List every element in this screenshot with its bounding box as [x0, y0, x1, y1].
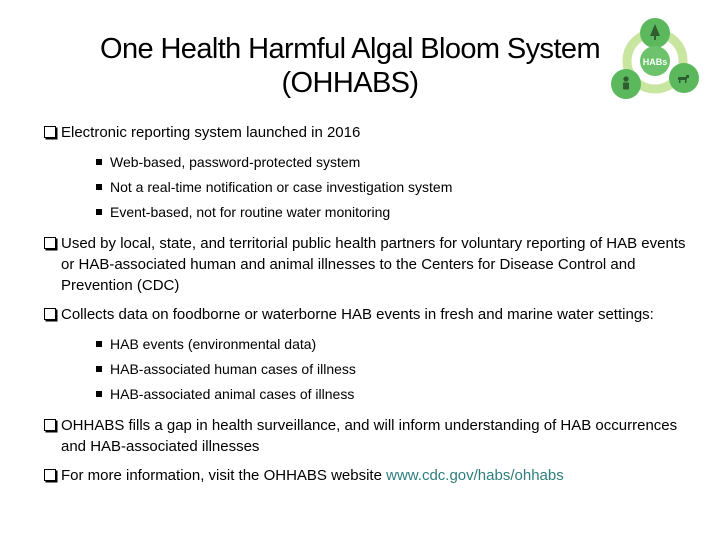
checkbox-bullet-icon [44, 126, 56, 138]
bullet-list [44, 122, 694, 486]
sub-item: Event-based, not for routine water monitoring [94, 200, 694, 225]
bullet-text: Collects data on foodborne or waterborne HAB events in fresh and marine water settings: [61, 306, 654, 323]
bullet-item [44, 415, 694, 457]
checkbox-bullet-icon [44, 419, 56, 431]
bullet-text: OHHABS fills a gap in health surveillance, and will inform understanding of HAB occurrences and HAB-associated illnesses [61, 417, 678, 455]
person-icon [623, 76, 629, 89]
bullet-text: Used by local, state, and territorial public health partners for voluntary reporting of HAB events or HAB-associated human and animal illnesses to the Centers for Disease Control and Prevention (CDC) [61, 235, 686, 294]
habs-logo [606, 16, 704, 102]
title-line-2: (OHHABS) [281, 67, 419, 99]
bullet-text: For more information, visit the OHHABS website [61, 467, 387, 484]
sub-item: Not a real-time notification or case investigation system [94, 175, 694, 200]
sub-item: HAB-associated animal cases of illness [94, 382, 694, 407]
title-line-1: One Health Harmful Algal Bloom System [99, 33, 600, 65]
sub-item: HAB-associated human cases of illness [94, 357, 694, 382]
bullet-text: Electronic reporting system launched in 2016 [61, 124, 361, 141]
logo-label: HABs [642, 57, 668, 67]
checkbox-bullet-icon [44, 308, 56, 320]
ohhabs-website-link[interactable]: www.cdc.gov/habs/ohhabs [386, 467, 564, 484]
checkbox-bullet-icon [44, 237, 56, 249]
sub-item: HAB events (environmental data) [94, 332, 694, 357]
page-title [60, 32, 640, 100]
bullet-item [44, 233, 694, 296]
bullet-item [44, 304, 694, 325]
bullet-item [44, 122, 694, 143]
sub-list [94, 332, 694, 407]
sub-list [94, 150, 694, 225]
checkbox-bullet-icon [44, 469, 56, 481]
bullet-item [44, 465, 694, 486]
sub-item: Web-based, password-protected system [94, 150, 694, 175]
